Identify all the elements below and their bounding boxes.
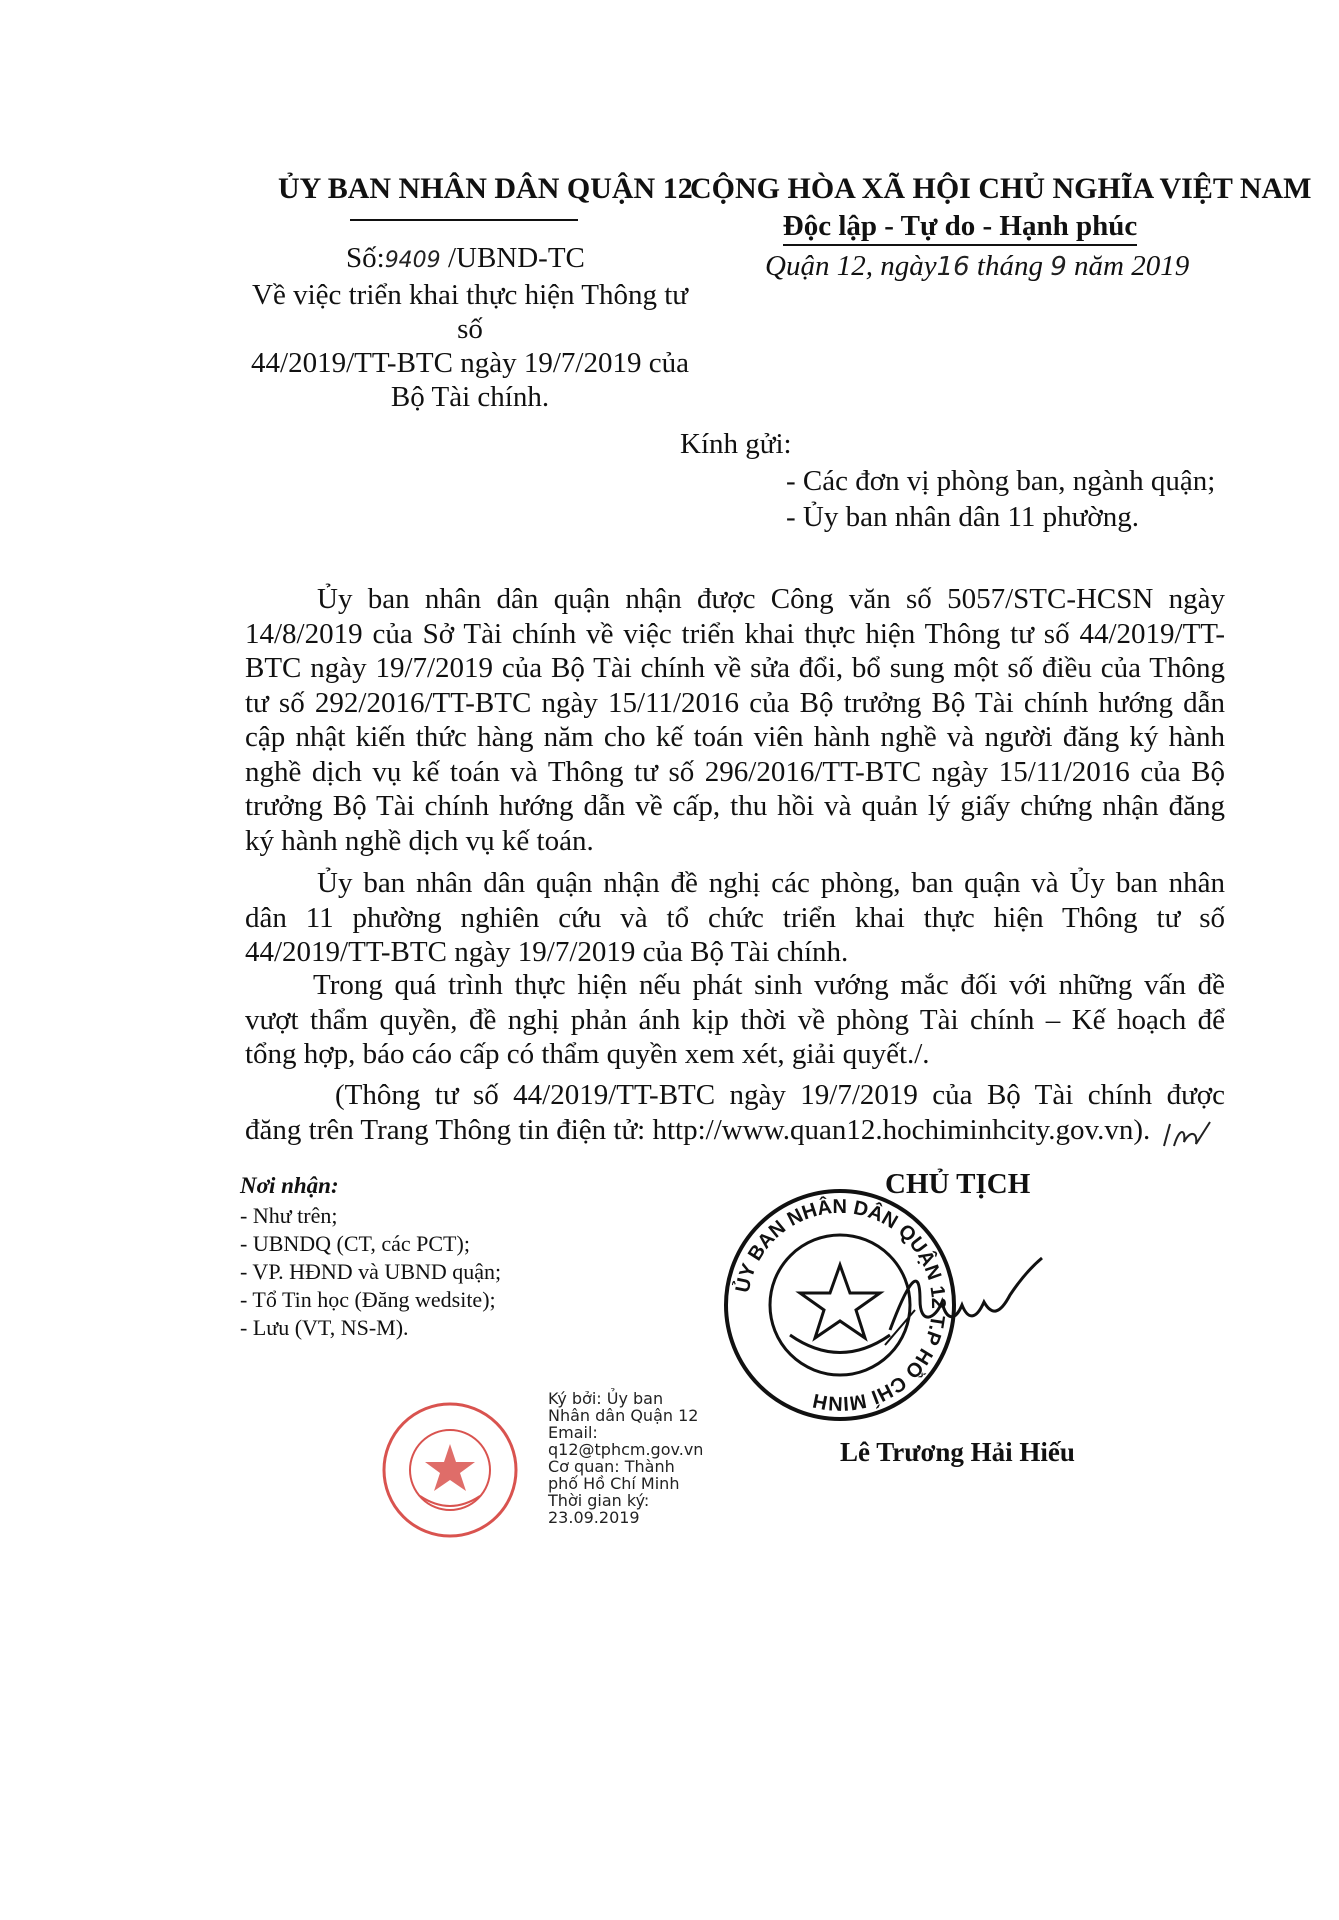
recipients-list-item: - VP. HĐND và UBND quận; <box>240 1259 502 1284</box>
body-line: BTC ngày 19/7/2019 của Bộ Tài chính về sửa đổi, bổ sung một số điều của Thông <box>245 652 1225 684</box>
body-paragraph-1 <box>245 582 1225 858</box>
body-line: Ủy ban nhân dân quận nhận đề nghị các phòng, ban quận và Ủy ban nhân <box>317 867 1225 899</box>
signer-name: Lê Trương Hải Hiếu <box>840 1437 1075 1467</box>
date-day-handwritten: 16 <box>936 252 970 282</box>
subject-line: Về việc triển khai thực hiện Thông tư số <box>252 279 688 345</box>
recipients-list <box>240 1202 501 1342</box>
digital-signature-line: 23.09.2019 <box>548 1508 640 1527</box>
handwritten-signature <box>880 1250 1050 1360</box>
national-motto-wrap <box>700 210 1220 243</box>
date-line <box>765 250 1189 283</box>
seal-text: ỦY BAN NHÂN DÂN QUẬN 12 T.P HỒ CHÍ MINH <box>731 1195 950 1415</box>
digital-signature-line: phố Hồ Chí Minh <box>548 1474 680 1493</box>
digital-signature-line: q12@tphcm.gov.vn <box>548 1440 704 1459</box>
national-title: CỘNG HÒA XÃ HỘI CHỦ NGHĨA VIỆT NAM <box>690 172 1312 205</box>
national-motto: Độc lập - Tự do - Hạnh phúc <box>783 210 1138 246</box>
body-paragraph-2 <box>245 866 1225 970</box>
greeting: Kính gửi: <box>680 428 792 460</box>
date-month-label: tháng <box>976 250 1043 282</box>
body-line: 14/8/2019 của Sở Tài chính về việc triển khai thực hiện Thông tư số 44/2019/TT- <box>245 617 1225 650</box>
body-line: cập nhật kiến thức hàng năm cho kế toán viên hành nghề và người đăng ký hành <box>245 721 1225 753</box>
recipients-list-item: - Tổ Tin học (Đăng wedsite); <box>240 1287 496 1312</box>
issuing-authority: ỦY BAN NHÂN DÂN QUẬN 12 <box>278 172 693 205</box>
digital-signature-line: Cơ quan: Thành <box>548 1457 675 1476</box>
recipient-item: - Ủy ban nhân dân 11 phường. <box>786 501 1139 533</box>
handwritten-initials <box>1160 1116 1220 1156</box>
digital-signature-line: Ký bởi: Ủy ban <box>548 1389 664 1408</box>
digital-signature-line: Thời gian ký: <box>548 1491 650 1510</box>
doc-number-handwritten: 9409 <box>384 248 441 273</box>
recipients-list-item: - Như trên; <box>240 1203 338 1228</box>
document-number <box>346 242 585 275</box>
signer-title: CHỦ TỊCH <box>885 1168 1031 1200</box>
body-line: Trong quá trình thực hiện nếu phát sinh vướng mắc đối với những vấn đề <box>313 969 1225 1001</box>
doc-number-suffix: /UBND-TC <box>447 242 585 274</box>
body-line: ký hành nghề dịch vụ kế toán. <box>245 824 594 857</box>
date-place: Quận 12, ngày <box>765 250 937 282</box>
authority-underline <box>350 219 578 221</box>
recipients-list-item: - Lưu (VT, NS-M). <box>240 1315 409 1340</box>
body-line: tổng hợp, báo cáo cấp có thẩm quyền xem xét, giải quyết./. <box>245 1038 930 1070</box>
date-month-handwritten: 9 <box>1050 252 1067 282</box>
digital-signature-line: Email: <box>548 1423 598 1442</box>
date-year: năm 2019 <box>1074 250 1190 282</box>
body-line: nghề dịch vụ kế toán và Thông tư số 296/2016/TT-BTC ngày 15/11/2016 của Bộ <box>245 755 1225 788</box>
body-paragraph-4 <box>245 1078 1225 1147</box>
recipient-item: - Các đơn vị phòng ban, ngành quận; <box>786 465 1216 497</box>
body-line: (Thông tư số 44/2019/TT-BTC ngày 19/7/2019 của Bộ Tài chính được <box>335 1079 1225 1111</box>
subject-line: Bộ Tài chính. <box>390 381 550 413</box>
subject-line: 44/2019/TT-BTC ngày 19/7/2019 của <box>251 347 689 379</box>
digital-signature-info <box>548 1390 703 1526</box>
recipients-list-item: - UBNDQ (CT, các PCT); <box>240 1231 470 1256</box>
digital-signature-line: Nhân dân Quận 12 <box>548 1406 699 1425</box>
digital-seal <box>380 1400 520 1540</box>
recipient-list <box>786 463 1215 535</box>
doc-number-prefix: Số: <box>346 242 385 274</box>
body-line: 44/2019/TT-BTC ngày 19/7/2019 của Bộ Tài chính. <box>245 936 849 968</box>
body-paragraph-3 <box>245 968 1225 1072</box>
body-line: tư số 292/2016/TT-BTC ngày 15/11/2016 của Bộ trưởng Bộ Tài chính hướng dẫn <box>245 686 1225 719</box>
body-line: trưởng Bộ Tài chính hướng dẫn về cấp, thu hồi và quản lý giấy chứng nhận đăng <box>245 790 1225 822</box>
body-line: Ủy ban nhân dân quận nhận được Công văn số 5057/STC-HCSN ngày <box>317 583 1225 615</box>
body-line: vượt thẩm quyền, đề nghị phản ánh kịp thời về phòng Tài chính – Kế hoạch để <box>245 1003 1225 1036</box>
body-line: dân 11 phường nghiên cứu và tổ chức triển khai thực hiện Thông tư số <box>245 901 1225 934</box>
body-line: đăng trên Trang Thông tin điện tử: http://www.quan12.hochiminhcity.gov.vn). <box>245 1113 1151 1146</box>
recipients-list-title: Nơi nhận: <box>240 1173 339 1198</box>
subject-block <box>240 278 700 414</box>
